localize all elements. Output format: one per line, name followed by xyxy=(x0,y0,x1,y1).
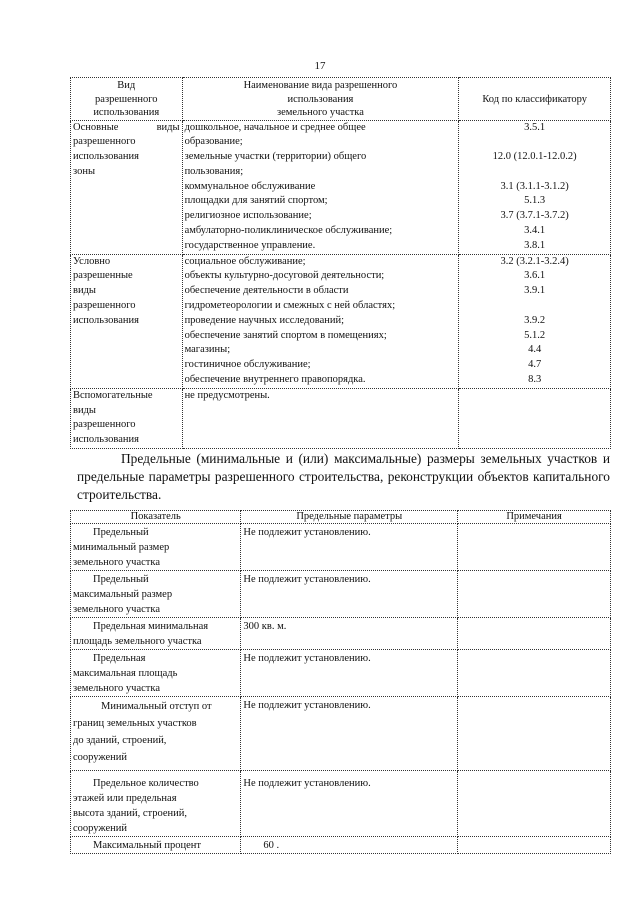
use-type-conditional: Условно разрешенные виды разрешенного использования xyxy=(71,254,183,388)
page-number: 17 xyxy=(314,60,326,72)
indicator-cell: Предельный максимальный размер земельного участка xyxy=(71,571,241,618)
use-codes: 3.2 (3.2.1-3.2.4) 3.6.1 3.9.1 3.9.2 5.1.2 4.4 4.7 8.3 xyxy=(459,254,611,388)
use-type-main: Основные виды разрешенного использования зоны xyxy=(71,120,183,254)
indicator-cell: Предельная минимальная площадь земельного участка xyxy=(71,618,241,650)
note-cell xyxy=(458,771,611,837)
note-cell xyxy=(458,618,611,650)
indicator-cell: Предельный минимальный размер земельного участка xyxy=(71,524,241,571)
use-names: социальное обслуживание; объекты культурно-досуговой деятельности; обеспечение деятельности в области гидрометеорологии и смежных с ней областях; проведение научных исследований; обеспечение занятий спортом в помещениях; магазины; гостиничное обслуживание; обеспечение внутреннего правопорядка. xyxy=(182,254,459,388)
value-cell: 60 . xyxy=(241,837,458,854)
header-use-type: Вид разрешенного использования xyxy=(71,78,183,121)
table-row xyxy=(71,388,611,448)
header-classifier-code: Код по классификатору xyxy=(459,78,611,121)
value-cell: Не подлежит установлению. xyxy=(241,571,458,618)
header-parameters: Предельные параметры xyxy=(241,511,458,524)
note-cell xyxy=(458,697,611,771)
value-cell: Не подлежит установлению. xyxy=(241,524,458,571)
indicator-cell: Минимальный отступ от границ земельных участков до зданий, строений, сооружений xyxy=(71,697,241,771)
note-cell xyxy=(458,524,611,571)
indicator-cell: Предельная максимальная площадь земельного участка xyxy=(71,650,241,697)
use-type-auxiliary: Вспомогательные виды разрешенного использования xyxy=(71,388,183,448)
value-cell: Не подлежит установлению. xyxy=(241,697,458,771)
note-cell xyxy=(458,837,611,854)
value-cell: 300 кв. м. xyxy=(241,618,458,650)
table-row xyxy=(71,697,611,771)
value-cell: Не подлежит установлению. xyxy=(241,650,458,697)
table-header-row xyxy=(71,78,611,121)
table-row xyxy=(71,771,611,837)
note-cell xyxy=(458,571,611,618)
value-cell: Не подлежит установлению. xyxy=(241,771,458,837)
header-indicator: Показатель xyxy=(71,511,241,524)
use-codes: 3.5.1 12.0 (12.0.1-12.0.2) 3.1 (3.1.1-3.1.2) 5.1.3 3.7 (3.7.1-3.7.2) 3.4.1 3.8.1 xyxy=(459,120,611,254)
table-row xyxy=(71,524,611,571)
limits-paragraph: Предельные (минимальные и (или) максимальные) размеры земельных участков и предельные параметры разрешенного строительства, реконструкции объектов капитального строительства. xyxy=(77,451,610,502)
use-codes xyxy=(459,388,611,448)
table-row xyxy=(71,571,611,618)
table-row xyxy=(71,650,611,697)
use-names: не предусмотрены. xyxy=(182,388,459,448)
table-row xyxy=(71,120,611,254)
table-row xyxy=(71,837,611,854)
indicator-cell: Предельное количество этажей или предельная высота зданий, строений, сооружений xyxy=(71,771,241,837)
header-use-name: Наименование вида разрешенного использования земельного участка xyxy=(182,78,459,121)
header-notes: Примечания xyxy=(458,511,611,524)
table-row xyxy=(71,254,611,388)
table-row xyxy=(71,618,611,650)
table-header-row xyxy=(71,511,611,524)
use-names: дошкольное, начальное и среднее общее образование; земельные участки (территории) общего пользования; коммунальное обслуживание площадки для занятий спортом; религиозное использование; амбулаторно-поликлиническое обслуживание; государственное управление. xyxy=(182,120,459,254)
permitted-use-table xyxy=(70,77,611,449)
parameters-table xyxy=(70,510,611,854)
note-cell xyxy=(458,650,611,697)
indicator-cell: Максимальный процент xyxy=(71,837,241,854)
